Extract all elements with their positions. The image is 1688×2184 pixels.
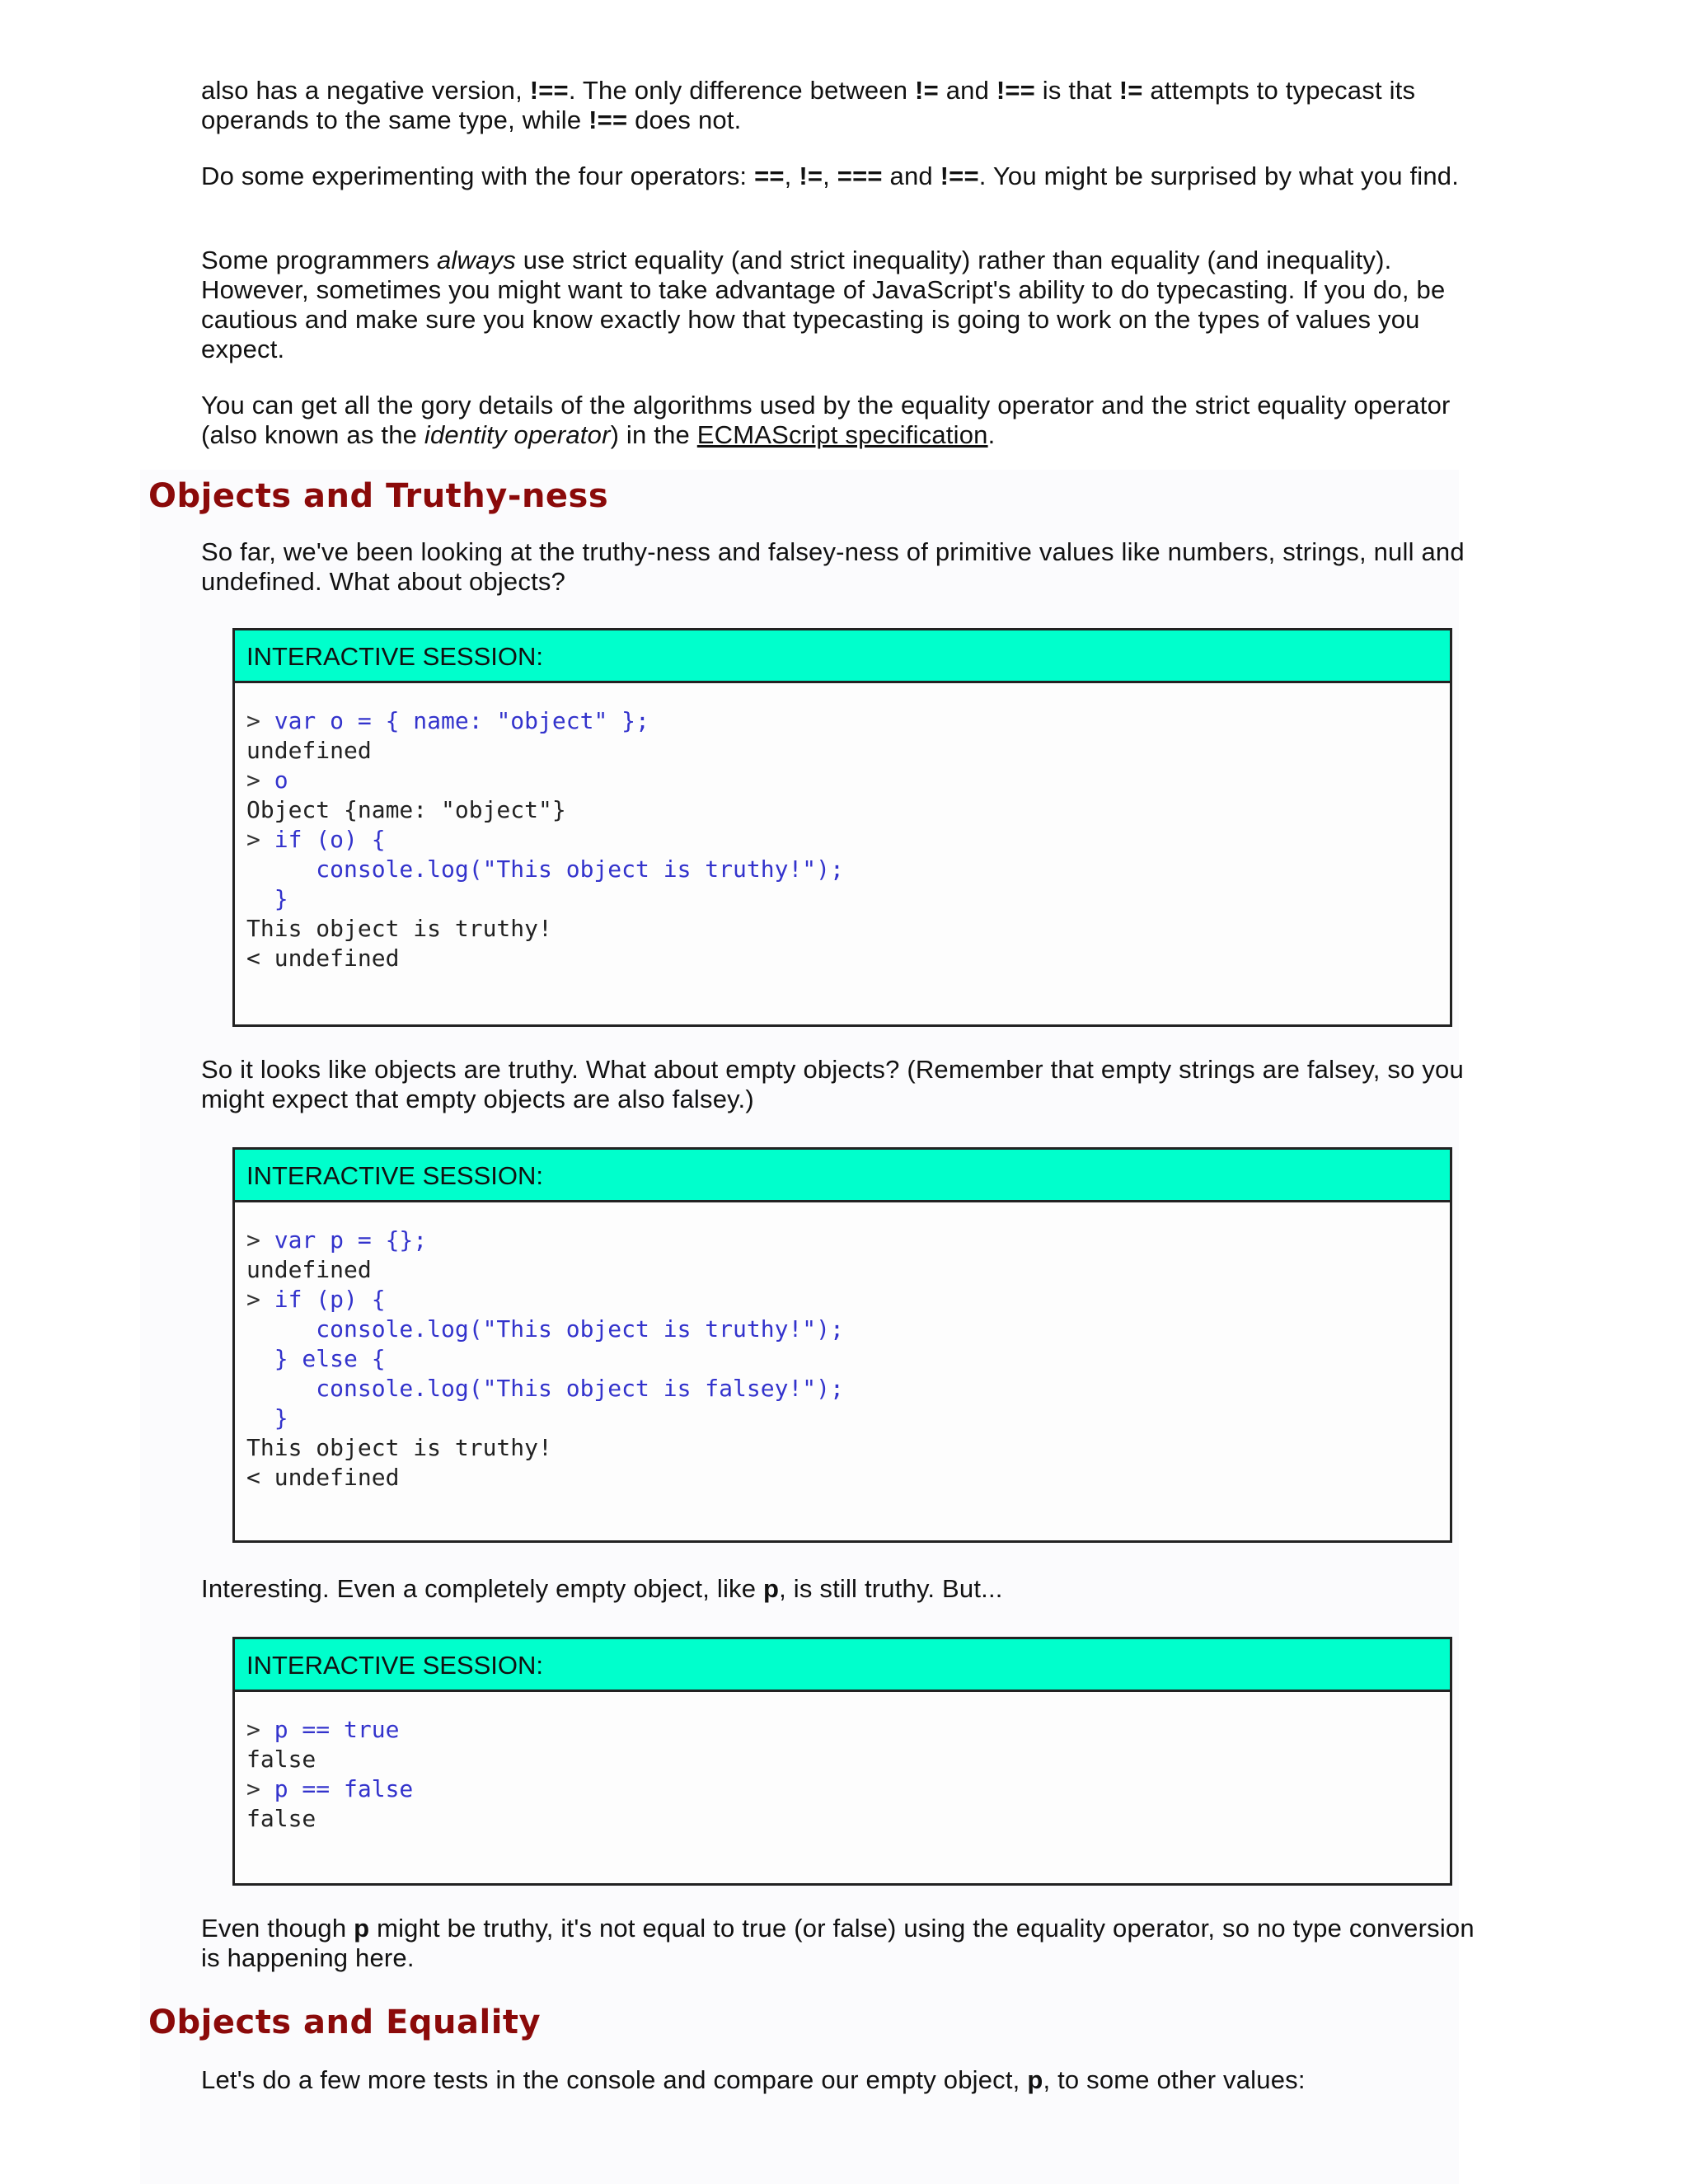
operator-text: != (1118, 76, 1143, 105)
text-run: , (823, 162, 837, 190)
console-output: false (246, 1805, 316, 1832)
session-header: INTERACTIVE SESSION: (235, 1639, 1450, 1692)
text-run: does not. (627, 105, 742, 134)
console-output: This object is truthy! (246, 1434, 552, 1461)
console-input: } (246, 1404, 288, 1432)
text-run: also has a negative version, (201, 76, 530, 105)
console-prompt: > (246, 1226, 274, 1254)
console-output: Object {name: "object"} (246, 796, 566, 823)
console-output: < undefined (246, 1464, 400, 1491)
console-input: p == true (274, 1716, 400, 1743)
code-line (246, 1715, 1438, 1745)
console-prompt: > (246, 1716, 274, 1743)
console-input: console.log("This object is falsey!"); (246, 1375, 844, 1402)
paragraph-more-tests (201, 2065, 1487, 2095)
text-run: Interesting. Even a completely empty object, like (201, 1574, 763, 1603)
console-input: console.log("This object is truthy!"); (246, 855, 844, 883)
paragraph-experimenting (201, 162, 1487, 191)
text-run: might be truthy, it's not equal to true (or false) using the equality operator, so no type conversion is happening here. (201, 1914, 1475, 1972)
console-prompt: > (246, 707, 274, 734)
operator-text: !== (940, 162, 979, 190)
text-run: . (987, 420, 996, 449)
console-output: This object is truthy! (246, 915, 552, 942)
heading-objects-equality: Objects and Equality (148, 2004, 542, 2041)
text-run: , (784, 162, 799, 190)
console-output: < undefined (246, 944, 400, 972)
code-line (246, 1285, 1438, 1315)
code-line (246, 1255, 1438, 1285)
code-line (246, 1226, 1438, 1255)
session-code (235, 1692, 1450, 1834)
code-line (246, 825, 1438, 855)
interactive-session-1 (232, 628, 1452, 1027)
operator-text: !== (529, 76, 569, 105)
code-line (246, 1463, 1438, 1493)
code-line (246, 1774, 1438, 1804)
session-code (235, 683, 1450, 973)
text-run: use strict equality (and strict inequality) rather than equality (and inequality). However, sometimes you might want to take advantage of JavaScript's ability to do typecasting. If you do, be cautious and make sure you know exactly how that typecasting is going to work on the types of values you expect. (201, 246, 1446, 363)
operator-text: != (915, 76, 939, 105)
console-prompt: > (246, 1286, 274, 1313)
console-output: false (246, 1746, 316, 1773)
paragraph-objects-truthy: So it looks like objects are truthy. What about empty objects? (Remember that empty strings are falsey, so you might expect that empty objects are also falsey.) (201, 1055, 1464, 1113)
console-input: o (274, 766, 288, 794)
console-input: var o = { name: "object" }; (274, 707, 649, 734)
console-input: } else { (246, 1345, 386, 1372)
console-input: var p = {}; (274, 1226, 428, 1254)
emphasis-text: identity operator (424, 420, 611, 449)
console-input: console.log("This object is truthy!"); (246, 1315, 844, 1343)
variable-text: p (1027, 2065, 1043, 2094)
text-run: . The only difference between (568, 76, 916, 105)
text-run: You can get all the gory details of the algorithms used by the equality operator and the strict equality operator (also known as the (201, 391, 1451, 449)
text-run: and (882, 162, 940, 190)
operator-text: !== (996, 76, 1035, 105)
code-line (246, 736, 1438, 766)
console-prompt: > (246, 1775, 274, 1802)
heading-objects-truthy-ness: Objects and Truthy-ness (148, 477, 609, 515)
paragraph-ecmascript (201, 391, 1487, 450)
code-line (246, 795, 1438, 825)
text-run: Some programmers (201, 246, 437, 274)
console-input: } (246, 885, 288, 912)
code-line (246, 1804, 1438, 1834)
emphasis-text: always (436, 246, 516, 274)
text-run: , is still truthy. But... (779, 1574, 1003, 1603)
text-run: , to some other values: (1043, 2065, 1306, 2094)
code-line (246, 1344, 1438, 1374)
console-prompt: > (246, 766, 274, 794)
paragraph-strict-inequality (201, 76, 1487, 135)
session-header: INTERACTIVE SESSION: (235, 630, 1450, 683)
text-run: attempts to typecast its operands to the same type, while (201, 76, 1416, 134)
code-line (246, 1374, 1438, 1404)
code-line (246, 914, 1438, 944)
variable-text: p (763, 1574, 780, 1603)
code-line (246, 1745, 1438, 1774)
code-line (246, 944, 1438, 973)
operator-text: == (754, 162, 785, 190)
text-run: Do some experimenting with the four operators: (201, 162, 755, 190)
console-prompt: > (246, 826, 274, 853)
interactive-session-3 (232, 1637, 1452, 1886)
paragraph-even-though (201, 1914, 1487, 1973)
text-run: ) in the (610, 420, 697, 449)
code-line (246, 1404, 1438, 1433)
code-line (246, 1315, 1438, 1344)
code-line (246, 1433, 1438, 1463)
console-output: undefined (246, 1256, 372, 1283)
ecmascript-spec-link[interactable]: ECMAScript specification (696, 420, 988, 449)
text-run: . You might be surprised by what you find. (978, 162, 1460, 190)
code-line (246, 855, 1438, 884)
variable-text: p (354, 1914, 370, 1943)
paragraph-interesting (201, 1574, 1487, 1604)
text-run: is that (1034, 76, 1119, 105)
paragraph-strict-equality (201, 246, 1487, 364)
operator-text: === (837, 162, 883, 190)
operator-text: !== (588, 105, 628, 134)
text-run: Even though (201, 1914, 354, 1943)
text-run: and (938, 76, 996, 105)
console-input: if (p) { (274, 1286, 386, 1313)
code-line (246, 706, 1438, 736)
console-input: p == false (274, 1775, 414, 1802)
operator-text: != (799, 162, 823, 190)
session-code (235, 1202, 1450, 1493)
console-input: if (o) { (274, 826, 386, 853)
text-run: Let's do a few more tests in the console and compare our empty object, (201, 2065, 1028, 2094)
interactive-session-2 (232, 1147, 1452, 1543)
console-output: undefined (246, 737, 372, 764)
session-header: INTERACTIVE SESSION: (235, 1150, 1450, 1202)
paragraph-so-far: So far, we've been looking at the truthy-ness and falsey-ness of primitive values like numbers, strings, null and undefined. What about objects? (201, 537, 1465, 596)
code-line (246, 884, 1438, 914)
code-line (246, 766, 1438, 795)
